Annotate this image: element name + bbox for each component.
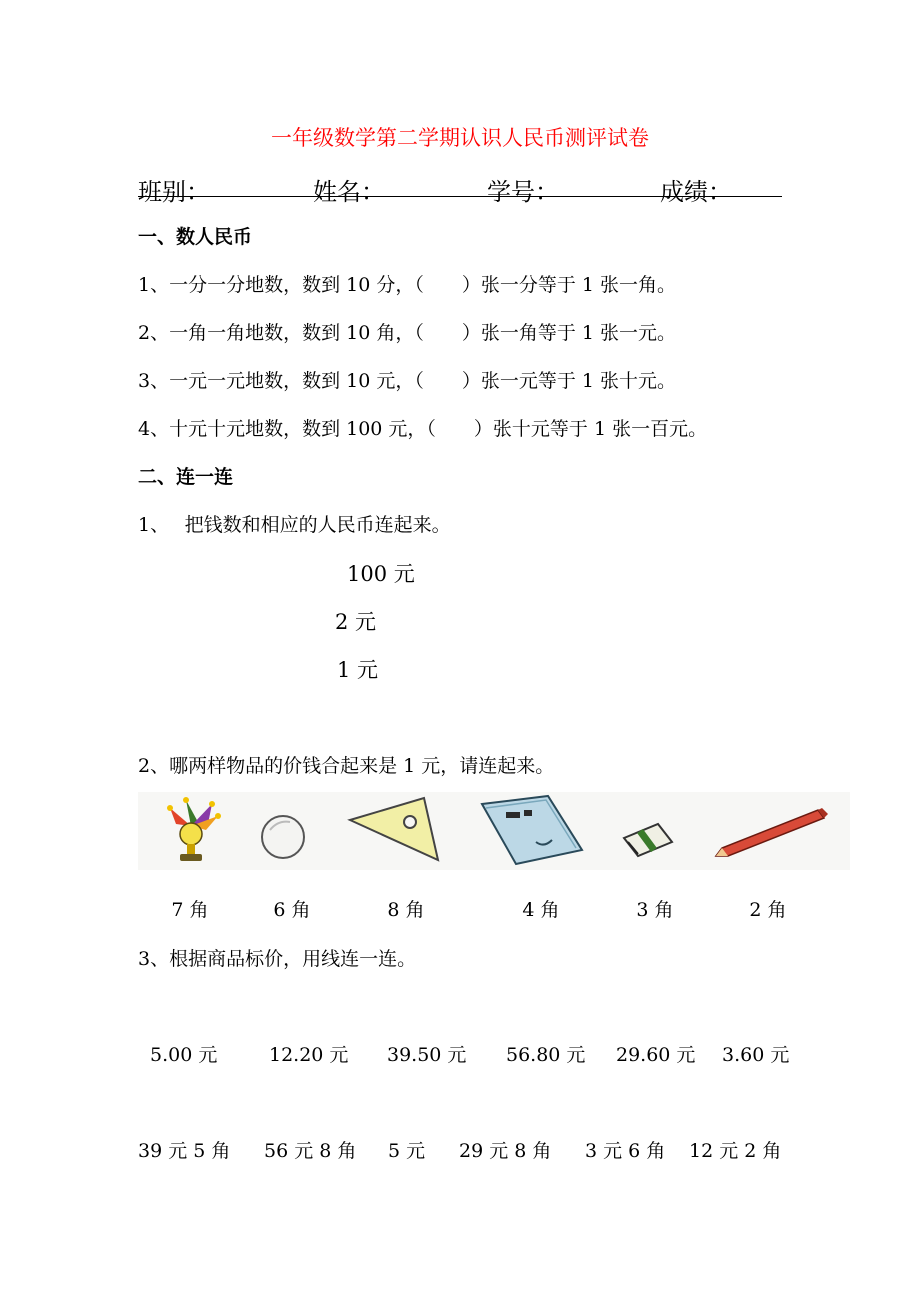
- score-label: 成绩：: [660, 178, 732, 206]
- page-title: 一年级数学第二学期认识人民币测评试卷: [271, 126, 649, 150]
- student-number-label: 学号：: [487, 178, 559, 206]
- amount-1-yuan: 1 元: [337, 658, 379, 682]
- item-price-4-jiao: 4 角: [522, 899, 560, 921]
- amount-100-yuan: 100 元: [347, 562, 415, 586]
- price-tag: 29.60 元: [616, 1044, 696, 1066]
- amount-label: 56 元 8 角: [264, 1140, 357, 1162]
- price-tag: 12.20 元: [269, 1044, 349, 1066]
- items-picture-strip: [138, 792, 850, 870]
- amount-2-yuan: 2 元: [335, 610, 377, 634]
- amount-label: 3 元 6 角: [585, 1140, 666, 1162]
- section2-heading: 二、连一连: [138, 466, 234, 488]
- question-2-3: 3、根据商品标价，用线连一连。: [138, 948, 417, 970]
- question-1-1: 1、一分一分地数，数到 10 分，（ ）张一分等于 1 张一角。: [138, 274, 677, 296]
- question-1-4: 4、十元十元地数，数到 100 元，（ ）张十元等于 1 张一百元。: [138, 418, 708, 440]
- ball-icon: [258, 812, 308, 862]
- item-price-6-jiao: 6 角: [273, 899, 311, 921]
- pencil-icon: [712, 804, 830, 864]
- notebook-icon: [478, 794, 586, 868]
- question-2-1: 1、 把钱数和相应的人民币连起来。: [138, 514, 451, 536]
- price-tag: 3.60 元: [722, 1044, 790, 1066]
- class-label: 班别：: [138, 178, 210, 206]
- set-square-icon: [346, 794, 444, 864]
- info-underline: [138, 196, 782, 197]
- price-tag: 5.00 元: [150, 1044, 218, 1066]
- price-tag: 56.80 元: [506, 1044, 586, 1066]
- item-price-3-jiao: 3 角: [636, 899, 674, 921]
- amount-label: 12 元 2 角: [689, 1140, 782, 1162]
- question-1-2: 2、一角一角地数，数到 10 角，（ ）张一角等于 1 张一元。: [138, 322, 677, 344]
- section1-heading: 一、数人民币: [138, 226, 253, 248]
- eraser-icon: [618, 820, 678, 860]
- price-tag: 39.50 元: [387, 1044, 467, 1066]
- amount-label: 39 元 5 角: [138, 1140, 231, 1162]
- item-price-7-jiao: 7 角: [171, 899, 209, 921]
- amount-label: 29 元 8 角: [459, 1140, 552, 1162]
- amount-label: 5 元: [388, 1140, 426, 1162]
- name-label: 姓名：: [313, 178, 385, 206]
- jester-toy-icon: [156, 796, 226, 868]
- question-1-3: 3、一元一元地数，数到 10 元，（ ）张一元等于 1 张十元。: [138, 370, 677, 392]
- question-2-2: 2、哪两样物品的价钱合起来是 1 元，请连起来。: [138, 755, 555, 777]
- item-price-8-jiao: 8 角: [387, 899, 425, 921]
- item-price-2-jiao: 2 角: [749, 899, 787, 921]
